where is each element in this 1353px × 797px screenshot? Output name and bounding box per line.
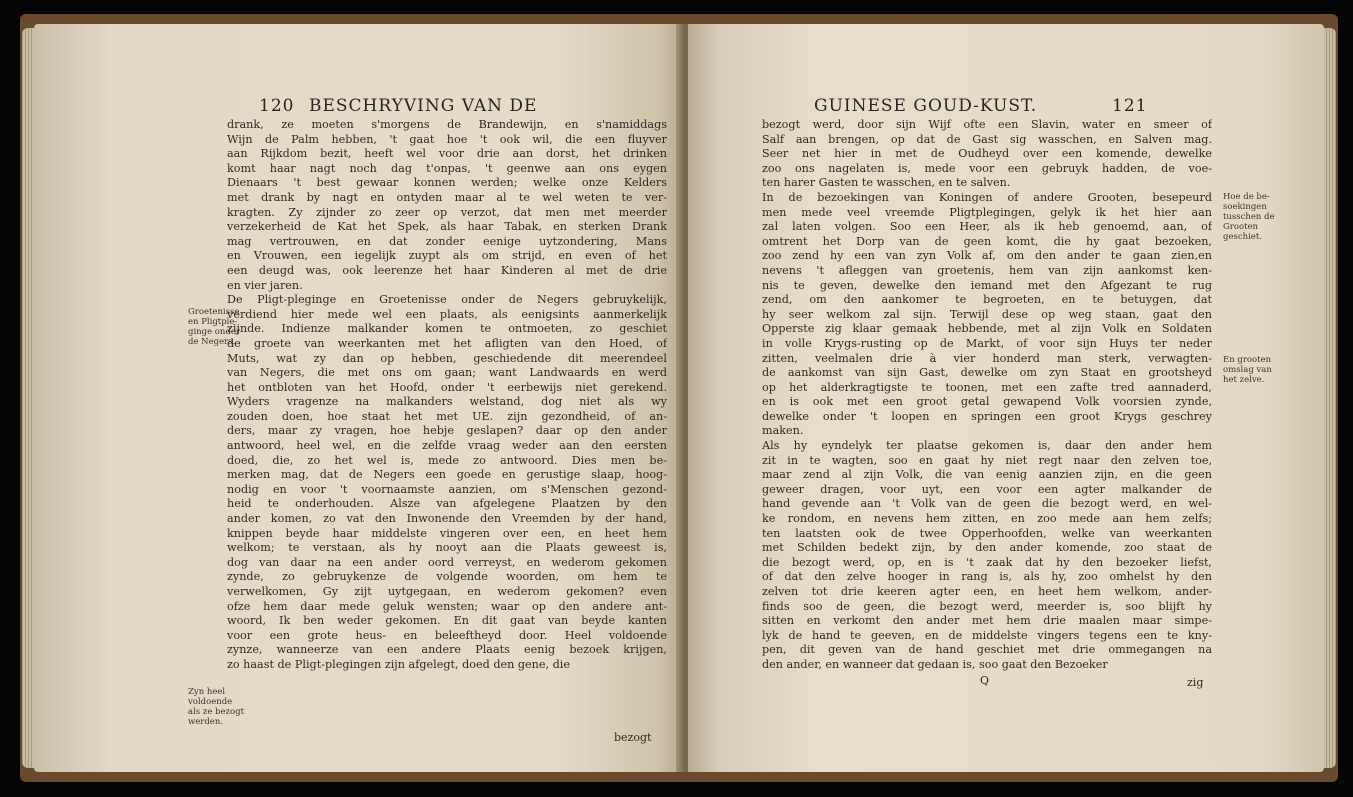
margin-note-line: soekingen xyxy=(1223,202,1267,212)
right-catchword: zig xyxy=(1187,676,1204,689)
text-line: Muts, wat zy dan op hebben, geschiedende dit meerendeel xyxy=(227,351,667,365)
text-line: Wijn de Palm hebben, 't gaat hoe 't ook wil, die een fluyver xyxy=(227,132,667,146)
text-line: zoo zend hy een van zyn Volk af, om den ander te gaan zien,en xyxy=(762,249,1212,263)
text-line: en is ook met een groot getal gewapend Volk voorsien zynde, xyxy=(762,395,1212,409)
text-line: doed, die, zo het wel is, mede zo antwoord. Dies men be- xyxy=(227,453,667,467)
text-line: of dat den zelve hooger in rang is, als hy, zoo omhelst hy den xyxy=(762,570,1212,584)
margin-note-line: tusschen de xyxy=(1223,212,1275,222)
text-line: met drank by nagt en ontyden maar al te wel weten te ver- xyxy=(227,190,667,204)
text-line: met Schilden bedekt zijn, by den ander komende, zoo staat de xyxy=(762,541,1212,555)
text-line: geweer dragen, voor uyt, een voor een agter malkander de xyxy=(762,482,1212,496)
text-line: zoo ons nagelaten is, mede voor een gebruyk hadden, de voe- xyxy=(762,161,1212,175)
text-line: hand gevende aan 't Volk van de geen die bezogt werd, en wel- xyxy=(762,497,1212,511)
text-line: ke rondom, en nevens hem zitten, en zoo mede aan hem zelfs; xyxy=(762,512,1212,526)
text-line: dog van daar na een ander oord verreyst, en wederom gekomen xyxy=(227,555,667,569)
text-line: ander komen, zo vat den Inwonende den Vreemden by der hand, xyxy=(227,512,667,526)
text-line: verdiend hier mede wel een plaats, als eenigsints aanmerkelijk xyxy=(227,307,667,321)
right-margin-note-retinue xyxy=(1223,355,1272,385)
text-line: in volle Krygs-rusting op de Markt, of voor sijn Huys ter neder xyxy=(762,336,1212,350)
text-line: omtrent het Dorp van de geen komt, die hy gaat bezoeken, xyxy=(762,234,1212,248)
margin-note-line: Grooten xyxy=(1223,222,1259,232)
text-line: Dienaars 't best gewaar konnen werden; welke onze Kelders xyxy=(227,176,667,190)
text-line: voor een grote heus- en beleeftheyd door. Heel voldoende xyxy=(227,628,667,642)
left-catchword: bezogt xyxy=(614,731,652,744)
signature-mark: Q xyxy=(980,674,990,687)
text-line: zynze, wanneerze van een andere Plaats eenig bezoek krijgen, xyxy=(227,643,667,657)
text-line: den ander, en wanneer dat gedaan is, soo gaat den Bezoeker xyxy=(762,657,1108,671)
text-line: heid te onderhouden. Alsze van afgelegene Plaatzen by den xyxy=(227,497,667,511)
text-line: merken mag, dat de Negers een goede en gerustige slaap, hoog- xyxy=(227,468,667,482)
text-line: zend, om den aankomer te begroeten, en te betuygen, dat xyxy=(762,293,1212,307)
text-line: ten harer Gasten te wasschen, en te salven. xyxy=(762,176,1011,190)
text-line: zitten, veelmalen drie à vier honderd man sterk, verwagten- xyxy=(762,351,1212,365)
text-line: maar zend al zijn Volk, die van eenig aanzien zijn, en die geen xyxy=(762,468,1212,482)
text-line: Salf aan brengen, op dat de Gast sig wasschen, en Salven mag. xyxy=(762,132,1212,146)
text-line: knippen beyde haar middelste vingeren over een, en heet hem xyxy=(227,526,667,540)
text-line: die bezogt werd, op, en is 't zaak dat hy den bezoeker liefst, xyxy=(762,555,1212,569)
left-body-text xyxy=(227,118,667,673)
text-line: op het alderkragtigste te toonen, met een zafte tred aannaderd, xyxy=(762,380,1212,394)
text-line: zouden doen, hoe staat het met UE. zijn gezondheid, of an- xyxy=(227,409,667,423)
left-running-head: BESCHRYVING VAN DE xyxy=(309,96,538,116)
left-page-number: 120 xyxy=(259,96,295,116)
right-margin-note-visits xyxy=(1223,192,1275,242)
right-page-number: 121 xyxy=(1112,96,1148,116)
margin-note-line: Hoe de be- xyxy=(1223,192,1270,202)
text-line: finds soo de geen, die bezogt werd, meerder is, soo blijft hy xyxy=(762,599,1212,613)
text-line: men mede veel vreemde Pligtplegingen, gelyk ik het hier aan xyxy=(762,205,1212,219)
margin-note-line: ginge onder xyxy=(188,327,240,337)
text-line: woord, Ik ben weder gekomen. En dit gaat van beyde kanten xyxy=(227,614,667,628)
text-line: pen, dit geven van de hand geschiet met drie ommegangen na xyxy=(762,643,1212,657)
margin-note-line: voldoende xyxy=(188,697,233,707)
text-line: In de bezoekingen van Koningen of andere Grooten, besepeurd xyxy=(762,190,1212,204)
text-line: aan Rijkdom bezit, heeft wel voor drie aan dorst, het drinken xyxy=(227,147,667,161)
text-line: bezogt werd, door sijn Wijf ofte een Slavin, water en smeer of xyxy=(762,118,1212,131)
text-line: zo haast de Pligt-plegingen zijn afgelegt, doed den gene, die xyxy=(227,657,570,671)
text-line: de aankomst van sijn Gast, dewelke om zyn Staat en grootsheyd xyxy=(762,366,1212,380)
left-margin-note-visits xyxy=(188,687,244,727)
right-running-head: GUINESE GOUD-KUST. xyxy=(814,96,1038,116)
text-line: De Pligt-pleginge en Groetenisse onder de Negers gebruykelijk, xyxy=(227,293,667,307)
text-line: sitten en verkomt den ander met hem drie maalen maar simpe- xyxy=(762,614,1212,628)
text-line: hy seer welkom zal sijn. Terwijl dese op weg staan, gaat den xyxy=(762,307,1212,321)
text-line: ofze hem daar mede geluk wensten; waar op den andere ant- xyxy=(227,599,667,613)
text-line: zynde, zo gebruykenze de volgende woorden, om hem te xyxy=(227,570,667,584)
text-line: nis te geven, dewelke den iemand met den Afgezant te rug xyxy=(762,278,1212,292)
margin-note-line: werden. xyxy=(188,717,224,727)
text-line: Seer net hier in met de Oudheyd over een komende, dewelke xyxy=(762,147,1212,161)
text-line: zal laten volgen. Soo een Heer, als ik heb genoemd, aan, of xyxy=(762,220,1212,234)
text-line: kragten. Zy zijnder zo zeer op verzot, dat men met meerder xyxy=(227,205,667,219)
text-line: verzekerheid de Kat het Spek, als haar Tabak, en sterken Drank xyxy=(227,220,667,234)
text-line: het ontbloten van het Hoofd, onder 't eerbewijs niet gerekend. xyxy=(227,380,667,394)
text-line: dewelke onder 't loopen en springen een groot Krygs geschrey xyxy=(762,409,1212,423)
text-line: lyk de hand te geeven, en de middelste vingers tegens een te kny- xyxy=(762,628,1212,642)
text-line: Als hy eyndelyk ter plaatse gekomen is, daar den ander hem xyxy=(762,439,1212,453)
left-page xyxy=(34,24,684,772)
text-line: drank, ze moeten s'morgens de Brandewijn, en s'namiddags xyxy=(227,118,667,131)
text-line: welkom; te verstaan, als hy nooyt aan die Plaats geweest is, xyxy=(227,541,667,555)
text-line: Opperste zig klaar gemaak hebbende, met al zijn Volk en Soldaten xyxy=(762,322,1212,336)
text-line: verwelkomen, Gy zijt uytgegaan, en wederom gekomen? even xyxy=(227,585,667,598)
margin-note-line: het zelve. xyxy=(1223,375,1265,385)
text-line: nevens 't afleggen van groetenis, hem van zijn aankomst ken- xyxy=(762,263,1212,277)
text-line: antwoord, heel wel, en die zelfde vraag weder aan den eersten xyxy=(227,439,667,453)
margin-note-line: als ze bezogt xyxy=(188,707,244,717)
text-line: zit in te wagten, soo en gaat hy niet regt naar den zelven toe, xyxy=(762,453,1212,467)
margin-note-line: en Pligtple- xyxy=(188,317,238,327)
text-line: en Vrouwen, een iegelijk zuypt als om strijd, en even of het xyxy=(227,249,667,263)
margin-note-line: Zyn heel xyxy=(188,687,226,697)
margin-note-line: En grooten xyxy=(1223,355,1272,365)
text-line: en vier jaren. xyxy=(227,278,303,292)
text-line: mag vertrouwen, en dat zonder eenige uytzondering, Mans xyxy=(227,234,667,248)
open-book xyxy=(20,14,1338,782)
text-line: zijnde. Indienze malkander komen te ontmoeten, zo geschiet xyxy=(227,322,667,336)
margin-note-line: Groetenisse xyxy=(188,307,240,317)
text-line: Wyders vragenze na malkanders welstand, dog niet als wy xyxy=(227,395,667,409)
text-line: komt haar nagt noch dag t'onpas, 't geenwe aan ons eygen xyxy=(227,161,667,175)
text-line: ten laatsten ook de twee Opperhoofden, welke van weerkanten xyxy=(762,526,1212,540)
right-body-text xyxy=(762,118,1212,673)
right-page xyxy=(688,24,1324,772)
text-line: nodig en voor 't voornaamste aanzien, om s'Menschen gezond- xyxy=(227,482,667,496)
margin-note-line: de Negers. xyxy=(188,337,236,347)
text-line: zelven tot drie keeren agter een, en heet hem welkom, ander- xyxy=(762,585,1212,598)
margin-note-line: omslag van xyxy=(1223,365,1272,375)
margin-note-line: geschiet. xyxy=(1223,232,1262,242)
text-line: ders, maar zy vragen, hoe hebje geslapen? daar op den ander xyxy=(227,424,667,438)
text-line: de groete van weerkanten met het afligten van den Hoed, of xyxy=(227,336,667,350)
text-line: van Negers, die met ons om gaan; want Landwaards en werd xyxy=(227,366,667,380)
text-line: maken. xyxy=(762,424,804,438)
text-line: een deugd was, ook leerenze het haar Kinderen al met de drie xyxy=(227,263,667,277)
left-margin-note-greetings xyxy=(188,307,240,347)
